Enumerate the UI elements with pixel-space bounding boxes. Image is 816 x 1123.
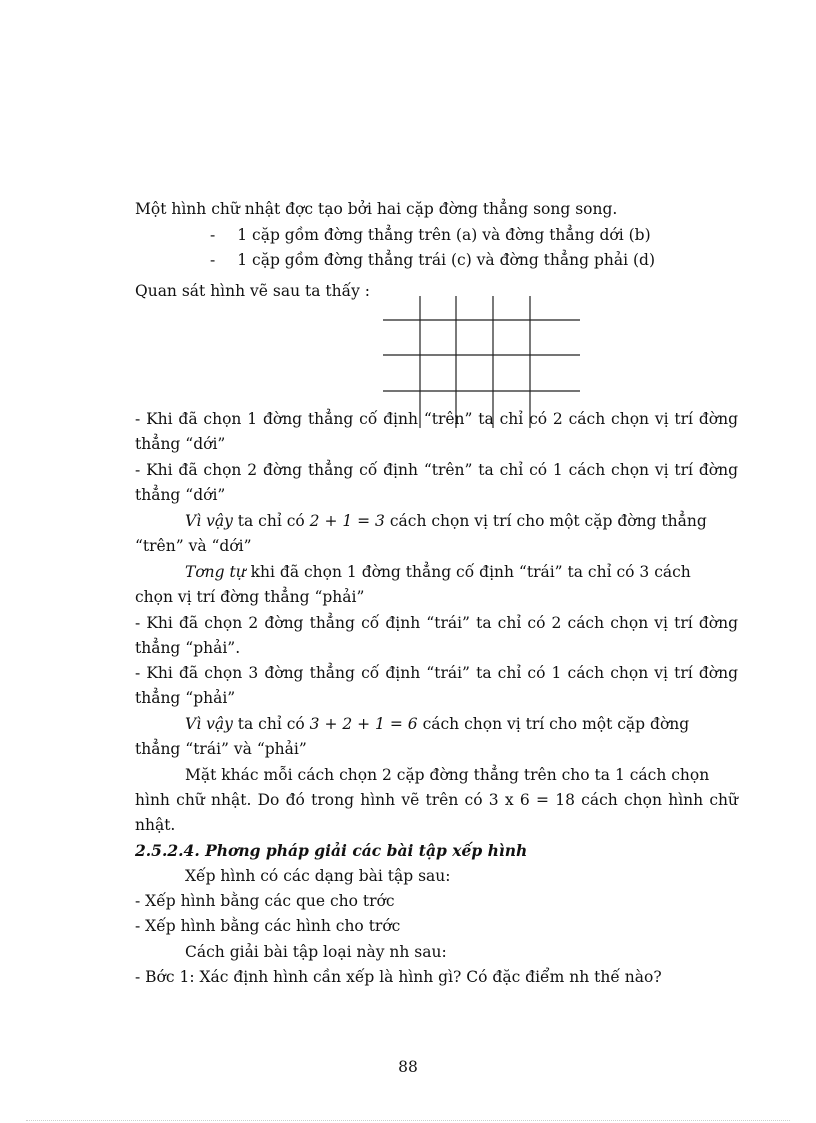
- paragraph-3a: [185, 511, 738, 531]
- paragraph-12: Cách giải bài tập loại này nh sau:: [185, 943, 447, 961]
- text-segment: khi đã chọn 1 đờng thẳng cố định “trái” ta chỉ có 3 cách: [245, 563, 691, 581]
- formula: 2 + 1 = 3: [309, 512, 385, 530]
- paragraph-4a: [185, 562, 691, 582]
- text-segment: ta chỉ có: [232, 715, 310, 733]
- paragraph-3b: “trên” và “dới”: [135, 537, 252, 555]
- bullet-dash: -: [210, 251, 216, 269]
- page-number: 88: [398, 1058, 418, 1076]
- bullet-text: 1 cặp gồm đờng thẳng trên (a) và đờng thẳng dới (b): [237, 226, 651, 244]
- paragraph-9: Xếp hình có các dạng bài tập sau:: [185, 867, 451, 885]
- paragraph-13: - Bớc 1: Xác định hình cần xếp là hình gì? Có đặc điểm nh thế nào?: [135, 968, 662, 986]
- paragraph-8c: nhật.: [135, 816, 176, 834]
- paragraph-5b: thẳng “phải”.: [135, 639, 241, 657]
- paragraph-7b: thẳng “trái” và “phải”: [135, 740, 307, 758]
- observe-line: Quan sát hình vẽ sau ta thấy :: [135, 282, 370, 300]
- paragraph-6b: thẳng “phải”: [135, 689, 236, 707]
- footer-divider: [26, 1120, 790, 1121]
- paragraph-8a: Mặt khác mỗi cách chọn 2 cặp đờng thẳng trên cho ta 1 cách chọn: [185, 766, 710, 784]
- italic-phrase: Vì vậy: [185, 512, 233, 530]
- paragraph-8b: hình chữ nhật. Do đó trong hình vẽ trên có 3 x 6 = 18 cách chọn hình chữ: [135, 791, 738, 809]
- paragraph-2a: - Khi đã chọn 2 đờng thẳng cố định “trên” ta chỉ có 1 cách chọn vị trí đờng: [135, 461, 738, 479]
- paragraph-5a: - Khi đã chọn 2 đờng thẳng cố định “trái” ta chỉ có 2 cách chọn vị trí đờng: [135, 614, 738, 632]
- paragraph-10: - Xếp hình bằng các que cho trớc: [135, 892, 395, 910]
- paragraph-11: - Xếp hình bằng các hình cho trớc: [135, 917, 401, 935]
- paragraph-7a: [185, 714, 689, 734]
- formula: 3 + 2 + 1 = 6: [309, 715, 418, 733]
- bullet-1: [210, 225, 651, 245]
- paragraph-2b: thẳng “dới”: [135, 486, 226, 504]
- italic-phrase: Tơng tự: [185, 563, 246, 581]
- text-segment: ta chỉ có: [232, 512, 310, 530]
- bullet-text: 1 cặp gồm đờng thẳng trái (c) và đờng thẳng phải (d): [237, 251, 656, 269]
- intro-line: Một hình chữ nhật đợc tạo bởi hai cặp đờng thẳng song song.: [135, 200, 618, 218]
- italic-phrase: Vì vậy: [185, 715, 233, 733]
- paragraph-4b: chọn vị trí đờng thẳng “phải”: [135, 588, 365, 606]
- bullet-2: [210, 250, 655, 270]
- section-heading: 2.5.2.4. Phơng pháp giải các bài tập xếp hình: [135, 841, 528, 860]
- bullet-dash: -: [210, 226, 216, 244]
- text-segment: cách chọn vị trí cho một cặp đờng: [417, 715, 690, 733]
- text-segment: cách chọn vị trí cho một cặp đờng thẳng: [384, 512, 707, 530]
- paragraph-1a: - Khi đã chọn 1 đờng thẳng cố định “trên” ta chỉ có 2 cách chọn vị trí đờng: [135, 410, 738, 428]
- paragraph-6a: - Khi đã chọn 3 đờng thẳng cố định “trái” ta chỉ có 1 cách chọn vị trí đờng: [135, 664, 738, 682]
- paragraph-1b: thẳng “dới”: [135, 435, 226, 453]
